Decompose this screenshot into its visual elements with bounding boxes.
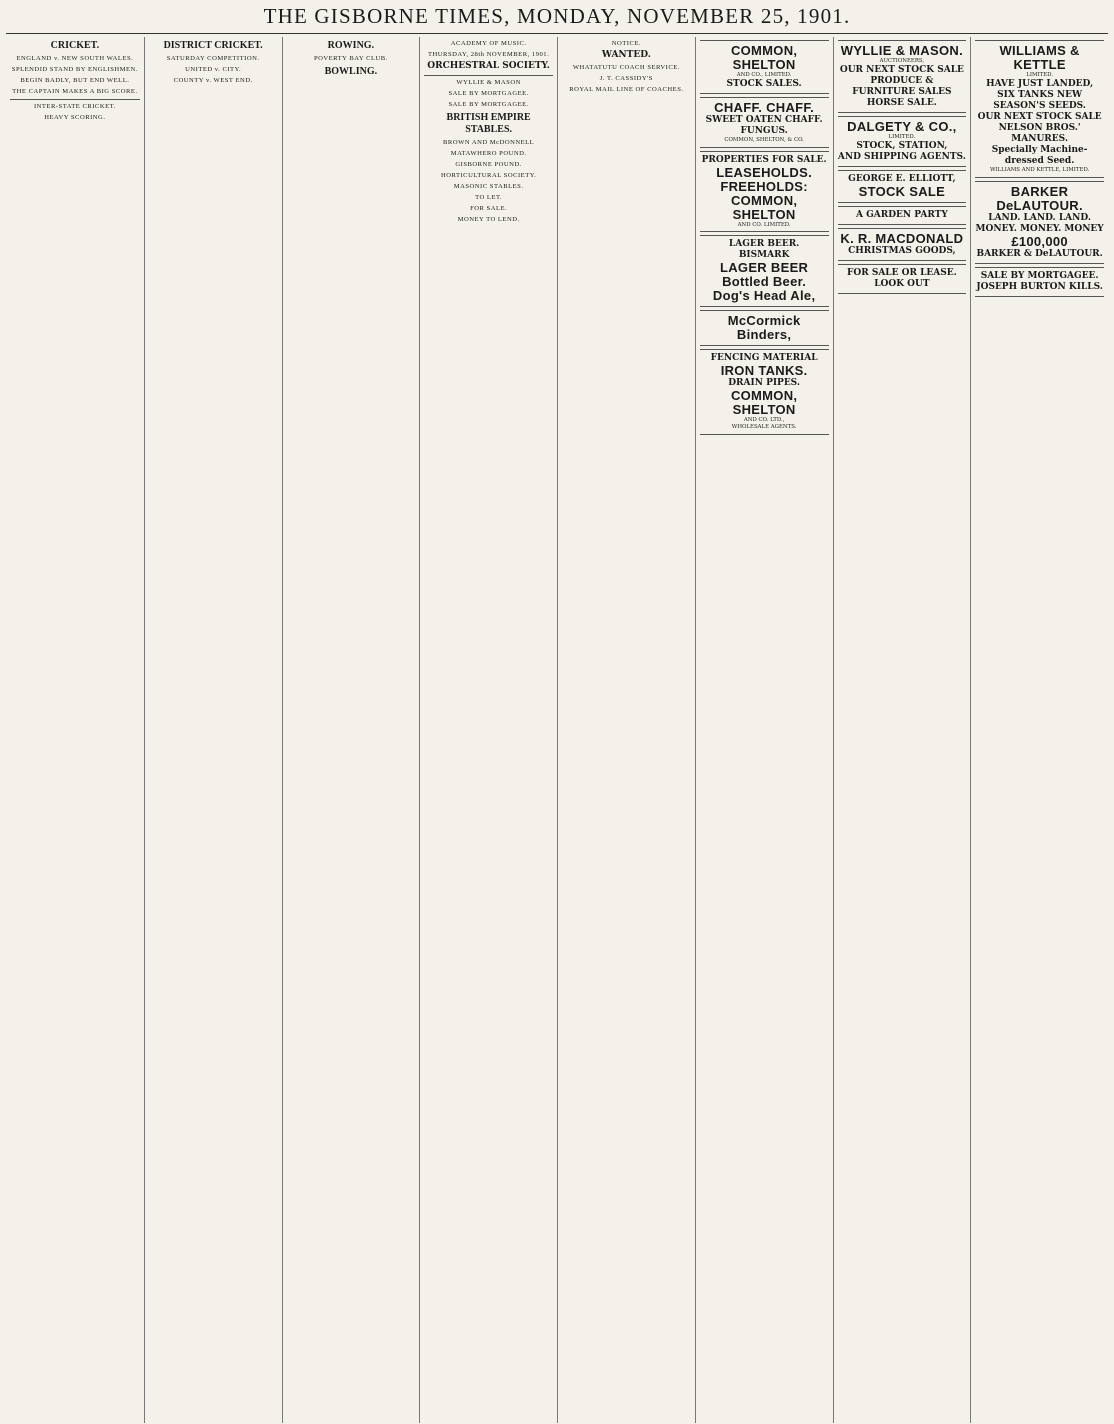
- column-6: [695, 37, 833, 1423]
- cricket-subhead-1: ENGLAND v. NEW SOUTH WALES.: [16, 55, 134, 62]
- properties-ad: PROPERTIES FOR SALE. LEASEHOLDS. FREEHOLDS: COMMON, SHELTON AND CO. LIMITED.: [700, 151, 829, 233]
- interstate-heading: INTER-STATE CRICKET.: [33, 103, 116, 110]
- column-4: [419, 37, 557, 1423]
- matawhero-pound: MATAWHERO POUND.: [450, 150, 527, 157]
- williams-kettle-ad: WILLIAMS & KETTLE LIMITED. HAVE JUST LANDED, SIX TANKS NEW SEASON'S SEEDS. OUR NEXT STOCK SALE NELSON BROS.' MANURES. Specially Machine-dressed Seed. WILLIAMS AND KETTLE, LIMITED.: [975, 40, 1104, 178]
- column-5: [557, 37, 695, 1423]
- academy-heading: ACADEMY OF MUSIC.: [450, 40, 527, 47]
- garden-party-ad: A GARDEN PARTY: [838, 206, 967, 225]
- column-2: [144, 37, 282, 1423]
- columns: [6, 37, 1108, 1423]
- rowing-subhead: POVERTY BAY CLUB.: [313, 55, 388, 62]
- cricket-subhead-4: THE CAPTAIN MAKES A BIG SCORE.: [12, 88, 138, 95]
- column-1: [6, 37, 144, 1423]
- royal-mail-coaches: ROYAL MAIL LINE OF COACHES.: [569, 86, 684, 93]
- british-empire-stables: BRITISH EMPIRE STABLES.: [446, 112, 531, 135]
- to-let-heading: TO LET.: [475, 194, 503, 201]
- chaff-ad: CHAFF. CHAFF. SWEET OATEN CHAFF. FUNGUS. COMMON, SHELTON, & CO.: [700, 97, 829, 148]
- macdonald-ad: K. R. MACDONALD CHRISTMAS GOODS,: [838, 228, 967, 261]
- beer-ad: LAGER BEER. BISMARK LAGER BEER Bottled Beer. Dog's Head Ale,: [700, 235, 829, 307]
- masthead: [6, 0, 1108, 34]
- gisborne-pound: GISBORNE POUND.: [455, 161, 522, 168]
- cricket-subhead-2: SPLENDID STAND BY ENGLISHMEN.: [11, 66, 138, 73]
- mortgagee-sale-1: SALE BY MORTGAGEE.: [448, 90, 529, 97]
- bowling-heading: BOWLING.: [324, 66, 378, 77]
- orchestral-society: ORCHESTRAL SOCIETY.: [427, 61, 550, 71]
- district-cricket-subhead: SATURDAY COMPETITION.: [166, 55, 260, 62]
- for-sale-heading: FOR SALE.: [470, 205, 508, 212]
- cricket-subhead-3: BEGIN BADLY, BUT END WELL.: [20, 77, 130, 84]
- column-7: [833, 37, 971, 1423]
- cassidy-heading: J. T. CASSIDY'S: [599, 75, 653, 82]
- column-8: [970, 37, 1108, 1423]
- mortgagee-sale-2: SALE BY MORTGAGEE.: [448, 101, 529, 108]
- dalgety-ad: DALGETY & CO., LIMITED. STOCK, STATION, AND SHIPPING AGENTS.: [838, 116, 967, 167]
- burton-kills-ad: SALE BY MORTGAGEE. JOSEPH BURTON KILLS.: [975, 267, 1104, 297]
- rowing-heading: ROWING.: [327, 40, 375, 51]
- county-westend-subhead: COUNTY v. WEST END.: [173, 77, 253, 84]
- money-to-lend-heading: MONEY TO LEND.: [457, 216, 520, 223]
- column-3: [282, 37, 420, 1423]
- district-cricket-heading: DISTRICT CRICKET.: [163, 40, 263, 51]
- common-shelton-ad-1: COMMON, SHELTON AND CO., LIMITED. STOCK SALES.: [700, 40, 829, 94]
- united-city-subhead: UNITED v. CITY.: [185, 66, 242, 73]
- brown-mcdonnell: BROWN AND McDONNELL: [443, 139, 535, 146]
- notice-heading: NOTICE.: [611, 40, 642, 47]
- barker-delautour-ad: BARKER DeLAUTOUR. LAND. LAND. LAND. MONEY. MONEY. MONEY £100,000 BARKER & DeLAUTOUR.: [975, 181, 1104, 264]
- elliott-ad: GEORGE E. ELLIOTT, STOCK SALE: [838, 170, 967, 203]
- academy-date: THURSDAY, 28th NOVEMBER, 1901.: [428, 51, 550, 58]
- wyllie-mason-heading: WYLLIE & MASON: [456, 79, 521, 86]
- cricket-heading: CRICKET.: [50, 40, 100, 51]
- horticultural-society: HORTICULTURAL SOCIETY.: [440, 172, 537, 179]
- fencing-ad: FENCING MATERIAL IRON TANKS. DRAIN PIPES. COMMON, SHELTON AND CO. LTD., WHOLESALE AGENTS.: [700, 349, 829, 435]
- wyllie-mason-ad: WYLLIE & MASON. AUCTIONEERS, OUR NEXT STOCK SALE PRODUCE & FURNITURE SALES HORSE SALE.: [838, 40, 967, 113]
- masonic-stables: MASONIC STABLES.: [453, 183, 524, 190]
- sale-or-lease-ad: FOR SALE OR LEASE. LOOK OUT: [838, 264, 967, 294]
- masthead-title: THE GISBORNE TIMES, MONDAY, NOVEMBER 25, 1901.: [263, 4, 851, 28]
- interstate-subhead: HEAVY SCORING.: [44, 114, 106, 121]
- binders-ad: McCormick Binders,: [700, 310, 829, 346]
- wanted-heading: WANTED.: [601, 50, 651, 60]
- whatatutu-coach: WHATATUTU COACH SERVICE.: [572, 64, 680, 71]
